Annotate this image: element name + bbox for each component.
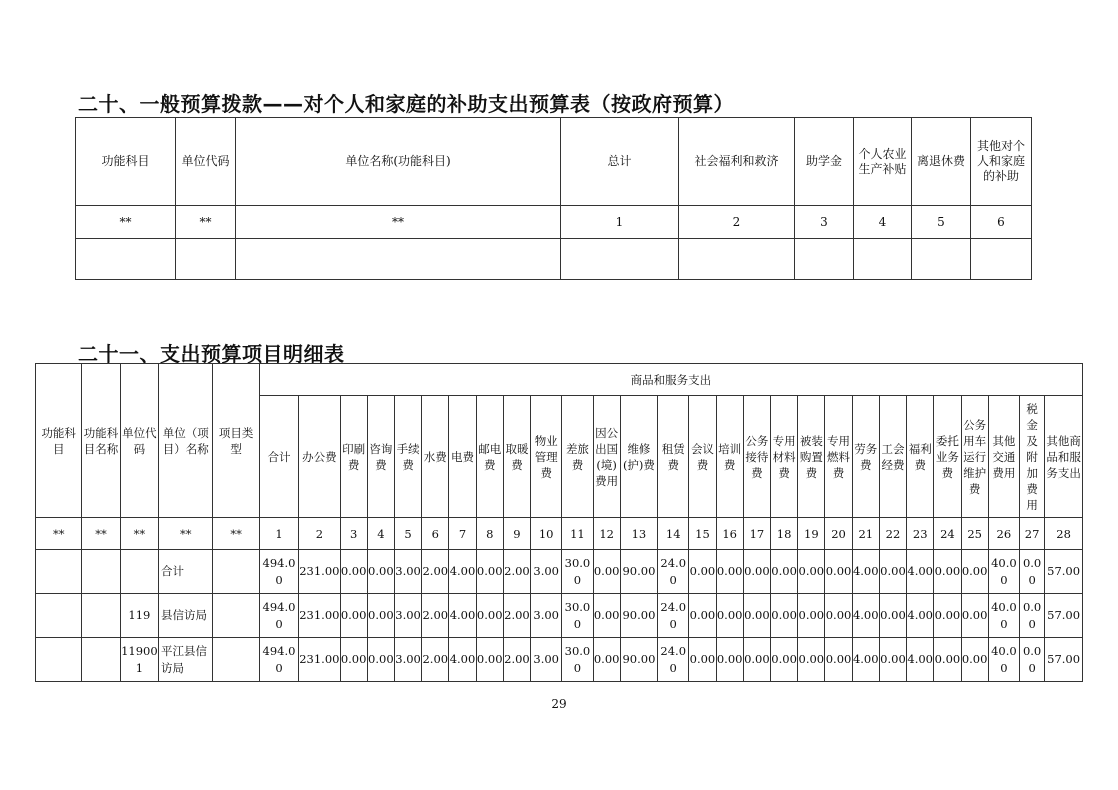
table2-cell: 30.00 <box>562 594 593 638</box>
table2-cell: 0.00 <box>798 594 825 638</box>
table2-number-cell: 25 <box>961 518 988 550</box>
table2-cell: 0.00 <box>743 550 770 594</box>
table2-cell: 3.00 <box>531 594 562 638</box>
table2-cell: 0.00 <box>961 550 988 594</box>
table2-cell: 494.00 <box>259 550 298 594</box>
table2-cell: 24.00 <box>658 550 689 594</box>
table2-cell: 3.00 <box>531 638 562 682</box>
table2-numbering-row <box>36 518 1083 550</box>
table2-row-total <box>36 550 1083 594</box>
table2-cell <box>36 594 82 638</box>
table2-cell: 4.00 <box>852 638 879 682</box>
table2-cell: 40.00 <box>988 550 1019 594</box>
table2-cell: 4.00 <box>449 550 476 594</box>
table2-cell: 0.00 <box>879 594 906 638</box>
table2-number-cell: 5 <box>394 518 421 550</box>
table2-cell <box>120 550 158 594</box>
table1-header-cell: 离退休费 <box>912 118 971 206</box>
table2-cell: 2.00 <box>503 550 530 594</box>
table2-number-cell: 19 <box>798 518 825 550</box>
table2-cell: 0.00 <box>798 550 825 594</box>
table1-number-cell: 6 <box>971 206 1032 239</box>
table2-cell: 0.00 <box>340 594 367 638</box>
table2-header-cell: 项目类型 <box>213 364 259 518</box>
table2-cell: 3.00 <box>394 550 421 594</box>
table2-cell: 4.00 <box>449 594 476 638</box>
table2-cell: 4.00 <box>907 550 934 594</box>
table2-header-cell: 单位代码 <box>120 364 158 518</box>
table1-number-cell: 5 <box>912 206 971 239</box>
table1-cell <box>912 239 971 280</box>
table2-cell: 2.00 <box>503 638 530 682</box>
table2-cell: 24.00 <box>658 638 689 682</box>
table2-number-cell: 7 <box>449 518 476 550</box>
table2-number-cell: 16 <box>716 518 743 550</box>
table2-cell: 0.00 <box>340 550 367 594</box>
table2-subheader-cell: 印刷费 <box>340 396 367 518</box>
table1-header-cell: 单位名称(功能科目) <box>236 118 561 206</box>
table1-header-cell: 总计 <box>561 118 679 206</box>
table2-number-cell: 20 <box>825 518 852 550</box>
table2-subheader-cell: 水费 <box>422 396 449 518</box>
table2-cell: 0.00 <box>367 638 394 682</box>
table2-number-cell: 26 <box>988 518 1019 550</box>
table1-cell <box>971 239 1032 280</box>
table2-cell: 119 <box>120 594 158 638</box>
table2-cell: 0.00 <box>961 638 988 682</box>
table2-cell: 0.00 <box>961 594 988 638</box>
table1-header-cell: 单位代码 <box>176 118 236 206</box>
table2-subheader-cell: 培训费 <box>716 396 743 518</box>
table2-number-cell: ** <box>213 518 259 550</box>
table2-cell: 0.00 <box>367 550 394 594</box>
table2-cell: 30.00 <box>562 638 593 682</box>
table2-title: 二十一、支出预算项目明细表 <box>78 342 345 366</box>
table1-number-cell: ** <box>76 206 176 239</box>
table2-cell: 494.00 <box>259 594 298 638</box>
table2-group-header: 商品和服务支出 <box>259 364 1082 396</box>
table2-cell: 0.00 <box>879 638 906 682</box>
table2-cell: 0.00 <box>798 638 825 682</box>
table2-cell: 县信访局 <box>159 594 213 638</box>
table1-header-cell: 其他对个人和家庭的补助 <box>971 118 1032 206</box>
table2-cell: 2.00 <box>422 594 449 638</box>
table2-cell: 57.00 <box>1045 594 1083 638</box>
table2-subheader-cell: 委托业务费 <box>934 396 961 518</box>
table2-cell: 0.00 <box>476 550 503 594</box>
table2-subheader-cell: 维修(护)费 <box>620 396 657 518</box>
table1-cell <box>854 239 912 280</box>
table1-cell <box>176 239 236 280</box>
table2-cell: 0.00 <box>825 550 852 594</box>
table2-cell: 90.00 <box>620 638 657 682</box>
table2-cell: 57.00 <box>1045 550 1083 594</box>
table2-cell: 0.00 <box>593 550 620 594</box>
table2-cell: 2.00 <box>422 550 449 594</box>
table2-header-cell: 功能科目 <box>36 364 82 518</box>
table2-cell: 0.00 <box>934 638 961 682</box>
table2-cell <box>82 638 120 682</box>
table2-number-cell: 28 <box>1045 518 1083 550</box>
table2-row-department <box>36 594 1083 638</box>
table2-number-cell: 6 <box>422 518 449 550</box>
table2-cell: 0.00 <box>825 638 852 682</box>
table2-number-cell: 1 <box>259 518 298 550</box>
table2-subheader-cell: 因公出国(境)费用 <box>593 396 620 518</box>
table2-number-cell: 23 <box>907 518 934 550</box>
table2-cell: 平江县信访局 <box>159 638 213 682</box>
table1-header-cell: 个人农业生产补贴 <box>854 118 912 206</box>
table2-cell: 0.00 <box>771 638 798 682</box>
table2-subheader-cell: 会议费 <box>689 396 716 518</box>
table2-cell: 0.00 <box>716 550 743 594</box>
table2-cell: 0.00 <box>689 550 716 594</box>
table2-number-cell: ** <box>82 518 120 550</box>
table1-row <box>76 239 1032 280</box>
table2-cell: 231.00 <box>299 594 340 638</box>
table2-cell <box>213 550 259 594</box>
table2-number-cell: 17 <box>743 518 770 550</box>
table1-number-cell: ** <box>236 206 561 239</box>
table2-subheader-cell: 电费 <box>449 396 476 518</box>
table2-cell: 57.00 <box>1045 638 1083 682</box>
table2-cell: 0.00 <box>1020 638 1045 682</box>
table2-cell <box>213 638 259 682</box>
subsidy-expenditure-table <box>75 117 1032 280</box>
table1-number-cell: ** <box>176 206 236 239</box>
table1-header-row <box>76 118 1032 206</box>
table2-cell: 0.00 <box>934 594 961 638</box>
table2-cell <box>36 550 82 594</box>
table2-cell: 2.00 <box>503 594 530 638</box>
table2-cell: 3.00 <box>394 594 421 638</box>
table2-subheader-cell: 公务接待费 <box>743 396 770 518</box>
table2-number-cell: 12 <box>593 518 620 550</box>
table2-header-cell: 单位（项目）名称 <box>159 364 213 518</box>
table2-cell: 231.00 <box>299 638 340 682</box>
table2-number-cell: 9 <box>503 518 530 550</box>
table2-cell: 0.00 <box>1020 594 1045 638</box>
table1-header-cell: 功能科目 <box>76 118 176 206</box>
table2-subheader-cell: 物业管理费 <box>531 396 562 518</box>
table2-cell: 4.00 <box>449 638 476 682</box>
table1-numbering-row <box>76 206 1032 239</box>
table1-cell <box>76 239 176 280</box>
table2-subheader-cell: 其他商品和服务支出 <box>1045 396 1083 518</box>
table2-cell: 0.00 <box>716 594 743 638</box>
table1-number-cell: 3 <box>795 206 854 239</box>
table2-subheader-cell: 其他交通费用 <box>988 396 1019 518</box>
table2-cell: 0.00 <box>934 550 961 594</box>
table2-number-cell: 11 <box>562 518 593 550</box>
table2-subheader-cell: 专用材料费 <box>771 396 798 518</box>
table2-subheader-cell: 取暖费 <box>503 396 530 518</box>
table1-cell <box>236 239 561 280</box>
table2-cell: 0.00 <box>593 594 620 638</box>
table2-subheader-cell: 差旅费 <box>562 396 593 518</box>
table2-subheader-cell: 福利费 <box>907 396 934 518</box>
table2-cell: 0.00 <box>340 638 367 682</box>
table2-number-cell: 27 <box>1020 518 1045 550</box>
table2-number-cell: 24 <box>934 518 961 550</box>
table2-cell: 0.00 <box>593 638 620 682</box>
table2-cell: 4.00 <box>852 594 879 638</box>
table2-cell: 4.00 <box>852 550 879 594</box>
table1-title: 二十、一般预算拨款——对个人和家庭的补助支出预算表（按政府预算） <box>78 92 734 116</box>
table2-number-cell: ** <box>120 518 158 550</box>
table2-cell: 0.00 <box>743 594 770 638</box>
table2-cell <box>82 594 120 638</box>
table2-number-cell: ** <box>36 518 82 550</box>
table2-subheader-cell: 公务用车运行维护费 <box>961 396 988 518</box>
table2-cell: 494.00 <box>259 638 298 682</box>
table1-number-cell: 4 <box>854 206 912 239</box>
table2-cell: 0.00 <box>1020 550 1045 594</box>
table1-header-cell: 助学金 <box>795 118 854 206</box>
table2-subheader-cell: 劳务费 <box>852 396 879 518</box>
table2-number-cell: 10 <box>531 518 562 550</box>
table1-number-cell: 1 <box>561 206 679 239</box>
table2-subheader-cell: 手续费 <box>394 396 421 518</box>
table2-subheader-cell: 咨询费 <box>367 396 394 518</box>
table2-cell: 3.00 <box>531 550 562 594</box>
table2-cell: 0.00 <box>771 550 798 594</box>
page-number: 29 <box>551 697 567 711</box>
table2-cell <box>213 594 259 638</box>
table2-number-cell: 13 <box>620 518 657 550</box>
table2-cell: 2.00 <box>422 638 449 682</box>
table2-number-cell: 2 <box>299 518 340 550</box>
table2-cell: 119001 <box>120 638 158 682</box>
table2-number-cell: 4 <box>367 518 394 550</box>
table1-number-cell: 2 <box>679 206 795 239</box>
table2-subheader-cell: 被装购置费 <box>798 396 825 518</box>
table2-cell: 0.00 <box>476 638 503 682</box>
table2-cell: 0.00 <box>743 638 770 682</box>
table2-cell: 4.00 <box>907 638 934 682</box>
table2-cell: 0.00 <box>367 594 394 638</box>
table2-cell: 231.00 <box>299 550 340 594</box>
table2-number-cell: 18 <box>771 518 798 550</box>
table2-row-unit <box>36 638 1083 682</box>
table2-cell: 24.00 <box>658 594 689 638</box>
table2-cell: 0.00 <box>476 594 503 638</box>
table2-number-cell: 22 <box>879 518 906 550</box>
table2-group-header-row <box>36 364 1083 396</box>
table2-cell: 90.00 <box>620 594 657 638</box>
table2-number-cell: ** <box>159 518 213 550</box>
table2-subheader-cell: 邮电费 <box>476 396 503 518</box>
table2-cell: 0.00 <box>689 638 716 682</box>
table1-cell <box>795 239 854 280</box>
table2-number-cell: 3 <box>340 518 367 550</box>
table2-cell: 40.00 <box>988 594 1019 638</box>
table2-subheader-cell: 税金及附加费用 <box>1020 396 1045 518</box>
table2-number-cell: 14 <box>658 518 689 550</box>
table2-cell: 4.00 <box>907 594 934 638</box>
project-expenditure-detail-table <box>35 363 1083 682</box>
table2-subheader-cell: 工会经费 <box>879 396 906 518</box>
table2-cell <box>82 550 120 594</box>
table2-subheader-cell: 合计 <box>259 396 298 518</box>
table2-cell <box>36 638 82 682</box>
table1-cell <box>561 239 679 280</box>
table2-header-cell: 功能科目名称 <box>82 364 120 518</box>
table2-cell: 30.00 <box>562 550 593 594</box>
table2-number-cell: 15 <box>689 518 716 550</box>
table2-cell: 0.00 <box>689 594 716 638</box>
table2-subheader-cell: 办公费 <box>299 396 340 518</box>
table2-cell: 0.00 <box>879 550 906 594</box>
table2-cell: 0.00 <box>771 594 798 638</box>
table2-cell: 0.00 <box>716 638 743 682</box>
table1-cell <box>679 239 795 280</box>
table2-number-cell: 21 <box>852 518 879 550</box>
table2-subheader-cell: 租赁费 <box>658 396 689 518</box>
table2-cell: 3.00 <box>394 638 421 682</box>
table2-number-cell: 8 <box>476 518 503 550</box>
table2-subheader-cell: 专用燃料费 <box>825 396 852 518</box>
table1-header-cell: 社会福利和救济 <box>679 118 795 206</box>
table2-cell: 合计 <box>159 550 213 594</box>
table2-cell: 90.00 <box>620 550 657 594</box>
table2-cell: 0.00 <box>825 594 852 638</box>
table2-cell: 40.00 <box>988 638 1019 682</box>
